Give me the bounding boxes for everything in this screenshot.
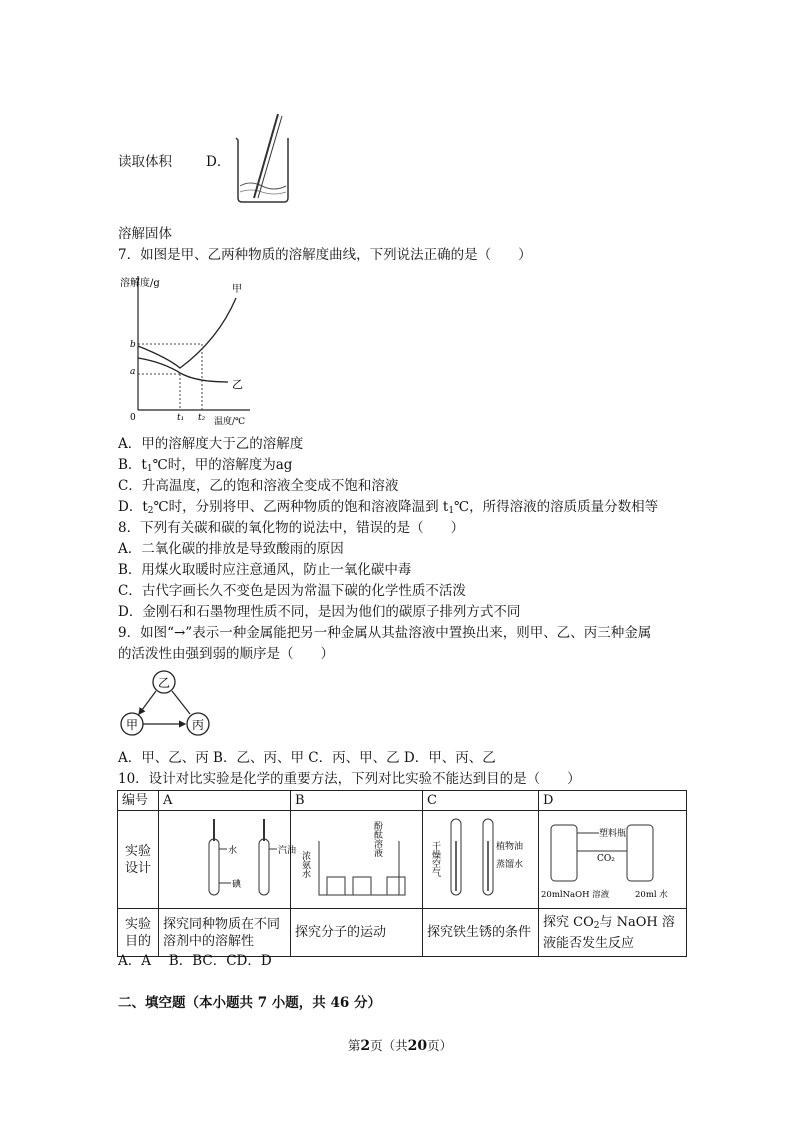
svg-text:蒸馏水: 蒸馏水 xyxy=(496,860,524,870)
row-label-design: 实验设计 xyxy=(118,811,159,909)
svg-text:干燥空气: 干燥空气 xyxy=(430,841,440,877)
figure-c xyxy=(423,811,539,909)
graph-x-t1: t₁ xyxy=(177,413,185,423)
solubility-curve-graph xyxy=(118,270,258,430)
svg-text:水: 水 xyxy=(228,846,238,856)
q7-stem: 7．如图是甲、乙两种物质的溶解度曲线，下列说法正确的是（ ） xyxy=(118,247,532,263)
curve-label-yi: 乙 xyxy=(232,378,243,391)
node-left: 甲 xyxy=(126,718,139,732)
svg-text:植物油: 植物油 xyxy=(496,842,524,852)
purpose-c: 探究铁生锈的条件 xyxy=(423,909,539,957)
q10-options: A．A B．BC．CD．D xyxy=(118,953,272,969)
q7-option-a: A．甲的溶解度大于乙的溶解度 xyxy=(118,436,304,452)
curve-label-jia: 甲 xyxy=(232,284,242,295)
table-head-number: 编号 xyxy=(118,791,159,811)
q6-caption-dissolve: 溶解固体 xyxy=(118,226,172,242)
beaker-stirring-figure xyxy=(228,108,298,206)
figure-b xyxy=(291,811,423,909)
svg-text:酚酞溶液: 酚酞溶液 xyxy=(372,821,382,857)
q7-option-d: D．$t_2℃$时，分别将甲、乙两种物质的饱和溶液降温到 $t_1℃$，所得溶液的溶质质量分数相等 xyxy=(118,499,659,516)
svg-text:20ml 水: 20ml 水 xyxy=(635,890,668,900)
svg-text:汽油: 汽油 xyxy=(278,846,297,856)
section-2-heading: 二、填空题（本小题共 7 小题，共 46 分） xyxy=(118,995,381,1011)
table-head-a: A xyxy=(159,791,291,811)
table-head-d: D xyxy=(539,791,687,811)
metal-displacement-diagram xyxy=(118,668,218,744)
svg-text:浓氨水: 浓氨水 xyxy=(300,851,310,878)
q8-option-c: C．古代字画长久不变色是因为常温下碳的化学性质不活泼 xyxy=(118,583,466,599)
q8-option-b: B．用煤火取暖时应注意通风，防止一氧化碳中毒 xyxy=(118,562,412,578)
graph-xlabel: 温度/℃ xyxy=(214,417,246,427)
svg-text:CO₂: CO₂ xyxy=(597,854,615,864)
table-head-b: B xyxy=(291,791,423,811)
q6-option-d: D． xyxy=(206,154,231,170)
q7-option-c: C．升高温度，乙的饱和溶液全变成不饱和溶液 xyxy=(118,478,399,494)
page-footer: 第2页（共20页） xyxy=(347,1038,453,1054)
q7-option-b: B．$t_1℃$时，甲的溶解度为ag xyxy=(118,457,293,474)
node-top: 乙 xyxy=(158,676,171,690)
purpose-b: 探究分子的运动 xyxy=(291,909,423,957)
purpose-d: 探究 $CO_2$与 NaOH 溶液能否发生反应 xyxy=(539,909,687,957)
q9-options: A．甲、乙、丙 B．乙、丙、甲 C．丙、甲、乙 D．甲、丙、乙 xyxy=(118,750,496,766)
svg-text:塑料瓶: 塑料瓶 xyxy=(599,829,627,839)
graph-y-a: a xyxy=(130,367,136,377)
q9-stem-line1: 9．如图“→”表示一种金属能把另一种金属从其盐溶液中置换出来，则甲、乙、丙三种金属 xyxy=(118,625,652,641)
purpose-a: 探究同种物质在不同溶剂中的溶解性 xyxy=(159,909,291,957)
graph-ylabel: 溶解度/g xyxy=(120,278,160,289)
svg-text:碘: 碘 xyxy=(232,880,242,890)
q10-stem: 10．设计对比实验是化学的重要方法，下列对比实验不能达到目的是（ ） xyxy=(118,771,581,787)
graph-origin: 0 xyxy=(130,413,136,423)
row-label-purpose: 实验目的 xyxy=(118,909,159,957)
q9-stem-line2: 的活泼性由强到弱的顺序是（ ） xyxy=(118,646,334,662)
q6-read-volume-label: 读取体积 xyxy=(118,154,172,170)
q8-stem: 8．下列有关碳和碳的氧化物的说法中，错误的是（ ） xyxy=(118,520,465,536)
graph-y-b: b xyxy=(130,340,136,350)
figure-a xyxy=(159,811,297,909)
svg-text:20mlNaOH 溶液: 20mlNaOH 溶液 xyxy=(541,890,610,900)
q8-option-d: D．金刚石和石墨物理性质不同，是因为他们的碳原子排列方式不同 xyxy=(118,604,521,620)
figure-d xyxy=(539,811,687,909)
experiment-table xyxy=(117,790,687,957)
node-right: 丙 xyxy=(192,718,205,732)
q8-option-a: A．二氧化碳的排放是导致酸雨的原因 xyxy=(118,541,344,557)
table-head-c: C xyxy=(423,791,539,811)
graph-x-t2: t₂ xyxy=(198,413,206,423)
